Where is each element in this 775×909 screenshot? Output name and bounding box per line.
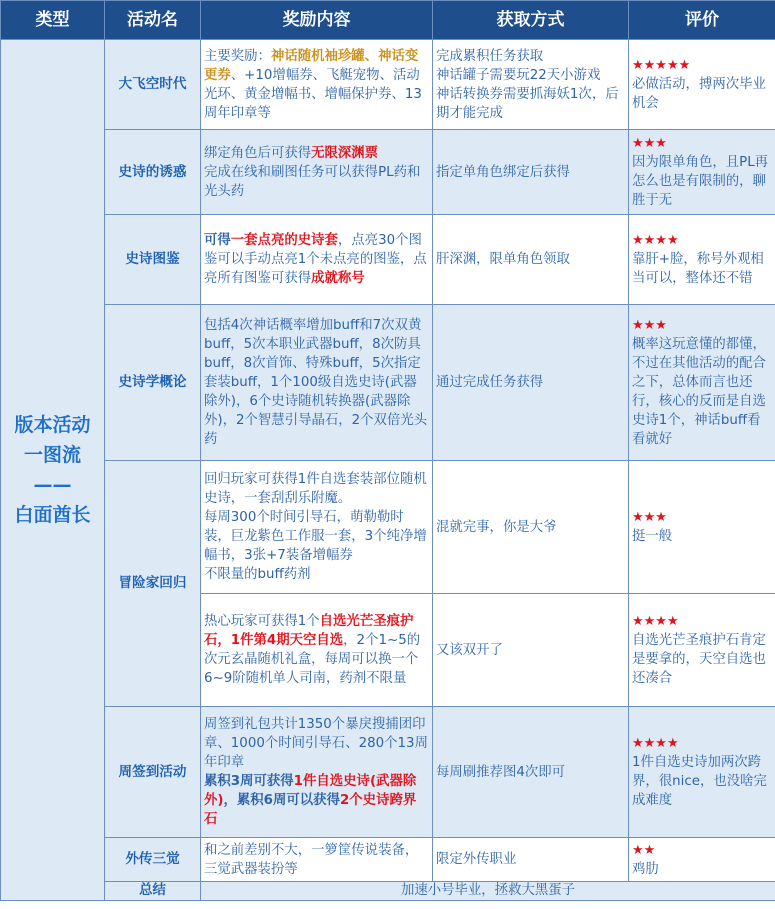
header-activity-name: 活动名: [105, 1, 201, 40]
rating-cell: [629, 461, 775, 594]
reward-cell: 绑定角色后可获得无限深渊票 完成在线和刷图任务可以获得PL药和光头药: [201, 130, 433, 215]
method-cell: 完成累积任务获取 神话罐子需要玩22天小游戏 神话转换券需要抓海妖1次，后期才能完成: [433, 40, 629, 130]
category-line: 一图流: [23, 444, 81, 466]
method-cell: 混就完事，你是大爷: [433, 461, 629, 594]
rating-comment: 1件自选史诗加两次跨界，很nice，也没啥完成难度: [632, 755, 767, 808]
rating-cell: [629, 215, 775, 305]
reward-cell: 主要奖励：神话随机袖珍罐、神话变更券、+10增幅券、飞艇宠物、活动光环、黄金增幅书、增幅保护券、13周年印章等: [201, 40, 433, 130]
activity-name: 史诗图鉴: [105, 215, 201, 305]
summary-label: 总结: [105, 882, 201, 901]
rating-stars: ★★★★: [632, 614, 679, 629]
method-cell: 限定外传职业: [433, 838, 629, 882]
table-row: [1, 838, 775, 882]
rating-comment: 靠肝+脸，称号外观相当可以，整体还不错: [632, 252, 764, 286]
category-cell: [1, 40, 105, 901]
header-type: 类型: [1, 1, 105, 40]
activity-name: 史诗学概论: [105, 305, 201, 461]
method-cell: 又该双开了: [433, 594, 629, 707]
rating-comment: 鸡肋: [632, 861, 659, 877]
rating-cell: [629, 305, 775, 461]
table-row: [1, 130, 775, 215]
rating-comment: 必做活动，搏两次毕业机会: [632, 77, 766, 111]
activity-name: 大飞空时代: [105, 40, 201, 130]
rating-comment: 概率这玩意懂的都懂，不过在其他活动的配合之下，总体而言也还行，核心的反而是自选史诗1个，神话buff看看就好: [632, 337, 766, 447]
summary-text: 加速小号毕业，拯救大黑蛋子: [201, 882, 775, 901]
reward-cell: 和之前差别不大，一箩筐传说装备，三觉武器装扮等: [201, 838, 433, 882]
method-cell: 指定单角色绑定后获得: [433, 130, 629, 215]
table-row: [1, 40, 775, 130]
table-row: [1, 215, 775, 305]
table-row: [1, 707, 775, 838]
rating-cell: [629, 40, 775, 130]
rating-stars: ★★★: [632, 136, 667, 151]
header-reward: 奖励内容: [201, 1, 433, 40]
method-cell: 通过完成任务获得: [433, 305, 629, 461]
activity-name: 冒险家回归: [105, 461, 201, 707]
category-line: ——: [33, 474, 72, 496]
reward-cell: 热心玩家可获得1个自选光芒圣痕护石，1件第4期天空自选，2个1~5的次元玄晶随机礼盒，每周可以换一个6~9阶随机单人司南，药剂不限量: [201, 594, 433, 707]
rating-cell: [629, 707, 775, 838]
method-cell: 每周刷推荐图4次即可: [433, 707, 629, 838]
summary-row: [1, 882, 775, 901]
category-line: 版本活动: [14, 414, 91, 436]
activity-name: 外传三觉: [105, 838, 201, 882]
reward-cell: 包括4次神话概率增加buff和7次双黄buff，5次本职业武器buff，8次防具buff，8次首饰、特殊buff，5次指定套装buff，1个100级自选史诗(武器除外)，6个史诗随机转换器(武器除外)，2个智慧引导晶石，2个双倍光头药: [201, 305, 433, 461]
header-method: 获取方式: [433, 1, 629, 40]
rating-stars: ★★: [632, 842, 656, 858]
rating-stars: ★★★★: [632, 233, 679, 248]
reward-cell: 周签到礼包共计1350个暴戾搜捕团印章、1000个时间引导石、280个13周年印章 累积3周可获得1件自选史诗(武器除外)，累积6周可以获得2个史诗跨界石: [201, 707, 433, 838]
rating-cell: [629, 594, 775, 707]
rating-stars: ★★★: [632, 318, 667, 333]
activity-name: 周签到活动: [105, 707, 201, 838]
rating-stars: ★★★: [632, 510, 667, 525]
rating-stars: ★★★★★: [632, 58, 691, 73]
rating-cell: [629, 130, 775, 215]
table-row: [1, 305, 775, 461]
rating-cell: [629, 838, 775, 882]
rating-comment: 挺一般: [632, 529, 673, 544]
category-line: 白面酋长: [14, 504, 91, 526]
reward-cell: 回归玩家可获得1件自选套装部位随机史诗，一套刮刮乐附魔。 每周300个时间引导石，萌勒勒时装，巨龙紫色工作服一套，3个纯净增幅书，3张+7装备增幅券 不限量的buff药剂: [201, 461, 433, 594]
method-cell: 肝深渊，限单角色领取: [433, 215, 629, 305]
activity-name: 史诗的诱惑: [105, 130, 201, 215]
rating-stars: ★★★★: [632, 736, 679, 751]
table-row: [1, 461, 775, 594]
rating-comment: 自选光芒圣痕护石肯定是要拿的，天空自选也还凑合: [632, 633, 766, 686]
header-rating: 评价: [629, 1, 775, 40]
rating-comment: 因为限单角色，且PL再怎么也是有限制的，聊胜于无: [632, 155, 769, 208]
reward-cell: 可得一套点亮的史诗套，点亮30个图鉴可以手动点亮1个未点亮的图鉴，点亮所有图鉴可获得成就称号: [201, 215, 433, 305]
header-row: [1, 1, 775, 40]
